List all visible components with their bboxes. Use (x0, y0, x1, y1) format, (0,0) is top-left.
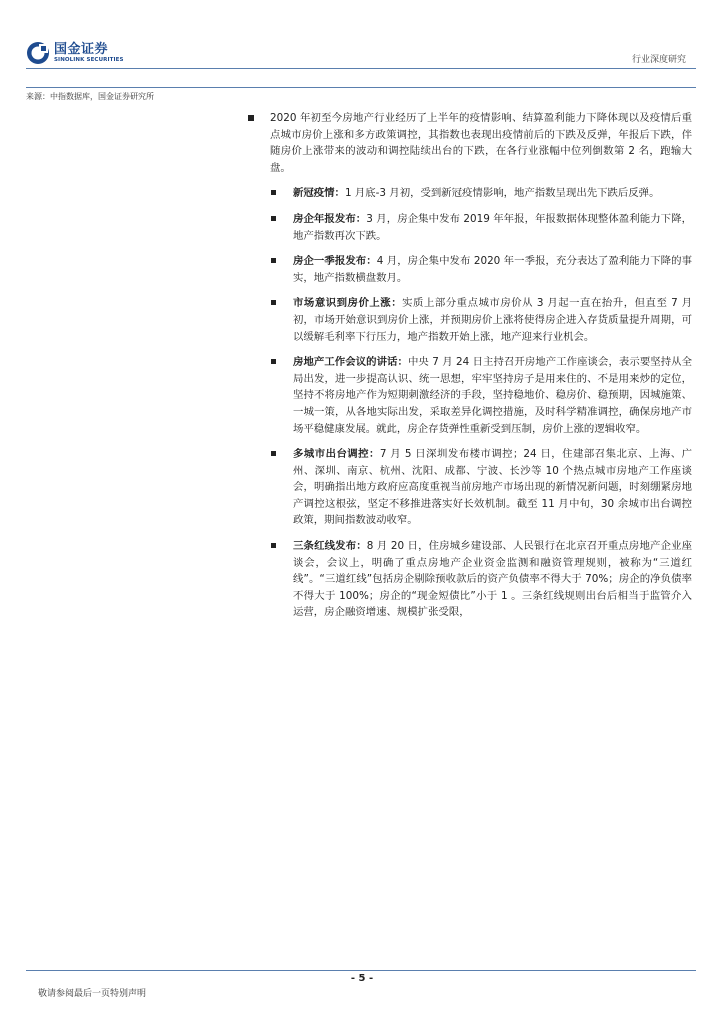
sub-item-title: 房企年报发布： (293, 212, 367, 225)
sub-item-title: 三条红线发布： (293, 540, 367, 553)
source-note: 来源：中指数据库，国金证券研究所 (26, 92, 154, 101)
square-bullet-icon (271, 543, 276, 548)
sub-item-text: 7 月 5 日深圳发布楼市调控；24 日，住建部召集北京、上海、广州、深圳、南京、杭州、沈阳、成都、宁波、长沙等 10 个热点城市房地产工作座谈会，明确指出地方政府应高度重视当前房地产市场出现的新情况新问题，时刻绷紧房地产调控这根弦，坚定不移推进落实好长效机制。截至 11 月中旬，30 余城市出台调控政策，期间指数波动收窄。 (293, 448, 693, 527)
sub-item-text: 3 月，房企集中发布 2019 年年报，年报数据体现整体盈利能力下降，地产指数再次下跌。 (293, 212, 693, 242)
sub-item-price-rise (250, 295, 692, 345)
main-content (250, 110, 692, 621)
square-bullet-icon (271, 216, 276, 221)
sub-item-text: 1 月底-3 月初，受到新冠疫情影响，地产指数呈现出先下跌后反弹。 (344, 187, 660, 200)
source-divider (26, 87, 696, 88)
square-bullet-icon (271, 300, 276, 305)
sub-item-three-red-lines (250, 538, 692, 621)
sub-item-title: 房企一季报发布： (293, 255, 377, 268)
sub-item-title: 房地产工作会议的讲话： (293, 356, 408, 369)
square-bullet-icon (248, 115, 254, 121)
page-number: - 5 - (350, 973, 374, 984)
sub-item-title: 多城市出台调控： (293, 448, 380, 461)
sub-item-covid (250, 185, 692, 202)
square-bullet-icon (271, 451, 276, 456)
main-paragraph-text: 2020 年初至今房地产行业经历了上半年的疫情影响、结算盈利能力下降体现以及疫情后重点城市房价上涨和多方政策调控，其指数也表现出疫情前后的下跌及反弹，年报后下跌，伴随房价上涨带来的波动和调控陆续出台的下跌，在各行业涨幅中位列倒数第 2 名，跑输大盘。 (270, 112, 692, 174)
sub-item-text: 4 月，房企集中发布 2020 年一季报，充分表达了盈利能力下降的事实，地产指数横盘数月。 (293, 255, 693, 284)
footer-divider (26, 970, 696, 971)
logo-chinese-name: 国金证券 (54, 41, 109, 57)
square-bullet-icon (271, 258, 276, 263)
sinolink-logo-icon (26, 41, 50, 65)
sub-item-annual-report (250, 211, 692, 244)
sub-item-text: 中央 7 月 24 日主持召开房地产工作座谈会，表示要坚持从全局出发，进一步提高认识、统一思想，牢牢坚持房子是用来住的、不是用来炒的定位，坚持不将房地产作为短期刺激经济的手段，坚持稳地价、稳房价、稳预期，因城施策、一城一策，从各地实际出发，采取差异化调控措施，及时科学精准调控，确保房地产市场平稳健康发展。就此，房企存货弹性重新受到压制，房价上涨的逻辑收窄。 (293, 356, 693, 435)
logo-english-name: SINOLINK SECURITIES (54, 56, 124, 63)
square-bullet-icon (271, 359, 276, 364)
main-paragraph (250, 110, 692, 176)
sub-item-city-controls (250, 446, 692, 529)
sub-item-q1-report (250, 253, 692, 286)
sub-item-work-meeting (250, 354, 692, 437)
footer-disclaimer: 敬请参阅最后一页特别声明 (38, 989, 147, 999)
report-type-label: 行业深度研究 (631, 55, 686, 65)
sub-item-title: 新冠疫情： (293, 187, 345, 200)
sub-item-text: 实质上部分重点城市房价从 3 月起一直在抬升，但直至 7 月初，市场开始意识到房价上涨，并预期房价上涨将使得房企进入存货质量提升周期，可以缓解毛利率下行压力，地产指数开始上涨，地产迎来行业机会。 (293, 297, 693, 343)
header-divider (26, 68, 696, 69)
square-bullet-icon (271, 190, 276, 195)
sub-item-text: 8 月 20 日，住房城乡建设部、人民银行在北京召开重点房地产企业座谈会，会议上，明确了重点房地产企业资金监测和融资管理规则，被称为“三道红线”。“三道红线”包括房企剔除预收款后的资产负债率不得大于 70%；房企的净负债率不得大于 100%；房企的“现金短债比”小于 1 。三条红线规则出台后相当于监管介入运营，房企融资增速、规模扩张受限， (293, 540, 692, 619)
company-logo (26, 41, 124, 65)
sub-item-title: 市场意识到房价上涨： (293, 297, 403, 310)
